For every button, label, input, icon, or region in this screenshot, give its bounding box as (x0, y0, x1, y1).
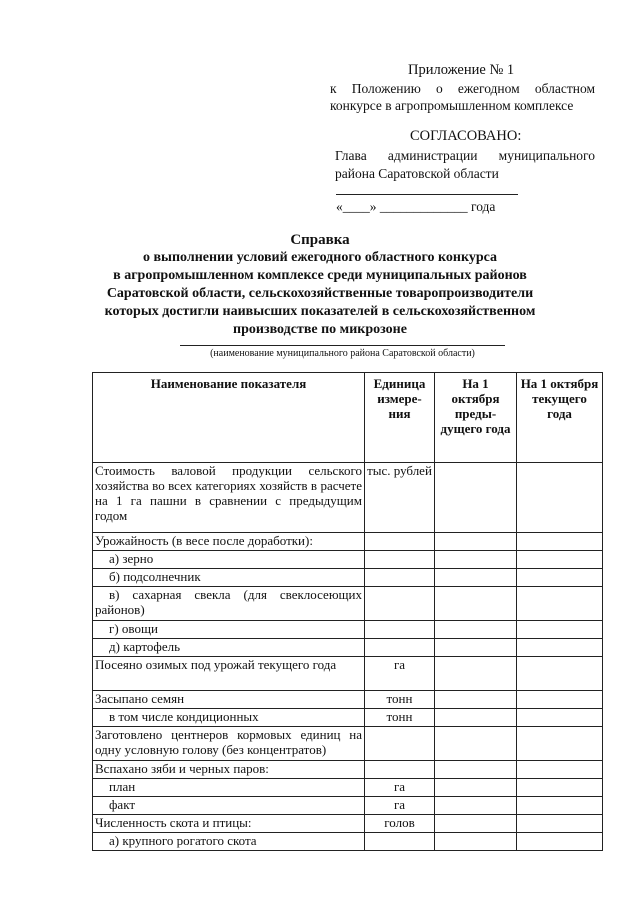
header-unit: Единица измере- ния (365, 373, 435, 463)
certificate-subtitle-line-4: которых достигли наивысших показателей в сельскохозяйственном (104, 304, 536, 319)
indicator-cell: а) крупного рогатого скота (93, 833, 365, 851)
unit-cell (365, 621, 435, 639)
current-value-cell[interactable] (517, 463, 603, 533)
indicator-cell: в) сахарная свекла (для свеклосеющих районов) (93, 587, 365, 621)
table-row (93, 587, 603, 621)
district-caption: (наименование муниципального района Саратовской области) (210, 348, 475, 359)
current-value-cell[interactable] (517, 727, 603, 761)
prev-value-cell[interactable] (435, 533, 517, 551)
indicator-cell: а) зерно (93, 551, 365, 569)
unit-cell (365, 551, 435, 569)
table-row (93, 797, 603, 815)
table-row (93, 551, 603, 569)
table-row (93, 833, 603, 851)
current-value-cell[interactable] (517, 621, 603, 639)
signature-line (336, 194, 518, 195)
indicator-cell: в том числе кондиционных (93, 709, 365, 727)
prev-value-cell[interactable] (435, 815, 517, 833)
unit-cell: тонн (365, 709, 435, 727)
table-row (93, 727, 603, 761)
unit-cell (365, 533, 435, 551)
unit-cell (365, 727, 435, 761)
district-name-line (180, 345, 505, 346)
date-line: «____» _____________ года (336, 199, 496, 214)
indicator-cell: Засыпано семян (93, 691, 365, 709)
agreed-label: СОГЛАСОВАНО: (410, 128, 522, 144)
prev-value-cell[interactable] (435, 779, 517, 797)
prev-value-cell[interactable] (435, 463, 517, 533)
certificate-title: Справка (290, 232, 350, 248)
current-value-cell[interactable] (517, 657, 603, 691)
current-value-cell[interactable] (517, 833, 603, 851)
table-row (93, 691, 603, 709)
table-row (93, 569, 603, 587)
unit-cell (365, 639, 435, 657)
prev-value-cell[interactable] (435, 709, 517, 727)
indicator-cell: б) подсолнечник (93, 569, 365, 587)
header-current-year: На 1 октября текущего года (517, 373, 603, 463)
prev-value-cell[interactable] (435, 761, 517, 779)
prev-value-cell[interactable] (435, 621, 517, 639)
head-title-line-2: района Саратовской области (335, 166, 499, 181)
unit-cell: тонн (365, 691, 435, 709)
table-row (93, 657, 603, 691)
indicator-cell: Урожайность (в весе после доработки): (93, 533, 365, 551)
current-value-cell[interactable] (517, 797, 603, 815)
header-prev-year: На 1 октября преды- дущего года (435, 373, 517, 463)
annex-line-2: конкурсе в агропромышленном комплексе (330, 98, 574, 113)
unit-cell: голов (365, 815, 435, 833)
prev-value-cell[interactable] (435, 551, 517, 569)
table-row (93, 761, 603, 779)
current-value-cell[interactable] (517, 587, 603, 621)
unit-cell (365, 569, 435, 587)
current-value-cell[interactable] (517, 815, 603, 833)
indicator-cell: д) картофель (93, 639, 365, 657)
prev-value-cell[interactable] (435, 639, 517, 657)
unit-cell (365, 761, 435, 779)
current-value-cell[interactable] (517, 691, 603, 709)
prev-value-cell[interactable] (435, 691, 517, 709)
prev-value-cell[interactable] (435, 727, 517, 761)
certificate-subtitle-line-5: производстве по микрозоне (233, 322, 407, 337)
header-indicator: Наименование показателя (93, 373, 365, 463)
unit-cell: га (365, 779, 435, 797)
current-value-cell[interactable] (517, 779, 603, 797)
unit-cell: га (365, 797, 435, 815)
indicator-cell: Заготовлено центнеров кормовых единиц на одну условную голову (без концентратов) (93, 727, 365, 761)
prev-value-cell[interactable] (435, 587, 517, 621)
unit-cell (365, 833, 435, 851)
indicator-cell: Вспахано зяби и черных паров: (93, 761, 365, 779)
head-title-line-1: Глава администрации муниципального (335, 148, 595, 163)
current-value-cell[interactable] (517, 761, 603, 779)
table-row (93, 779, 603, 797)
prev-value-cell[interactable] (435, 797, 517, 815)
unit-cell (365, 587, 435, 621)
table-row (93, 709, 603, 727)
current-value-cell[interactable] (517, 639, 603, 657)
table-row (93, 815, 603, 833)
current-value-cell[interactable] (517, 709, 603, 727)
indicator-cell: Численность скота и птицы: (93, 815, 365, 833)
indicator-cell: план (93, 779, 365, 797)
unit-cell: тыс. рублей (365, 463, 435, 533)
indicator-cell: Стоимость валовой продукции сельского хозяйства во всех категориях хозяйств в расчете на 1 га пашни в сравнении с предыдущим годом (93, 463, 365, 533)
unit-cell: га (365, 657, 435, 691)
current-value-cell[interactable] (517, 569, 603, 587)
table-header-row (93, 373, 603, 463)
indicator-cell: Посеяно озимых под урожай текущего года (93, 657, 365, 691)
current-value-cell[interactable] (517, 551, 603, 569)
certificate-subtitle-line-1: о выполнении условий ежегодного областного конкурса (142, 250, 497, 265)
table-row (93, 621, 603, 639)
certificate-subtitle-line-2: в агропромышленном комплексе среди муниципальных районов (113, 268, 527, 283)
table-row (93, 639, 603, 657)
current-value-cell[interactable] (517, 533, 603, 551)
indicator-cell: факт (93, 797, 365, 815)
table-row (93, 463, 603, 533)
indicator-cell: г) овощи (93, 621, 365, 639)
annex-line-1: к Положению о ежегодном областном (330, 81, 595, 96)
indicators-table (92, 372, 603, 851)
annex-title: Приложение № 1 (408, 62, 515, 78)
prev-value-cell[interactable] (435, 657, 517, 691)
table-row (93, 533, 603, 551)
certificate-subtitle-line-3: Саратовской области, сельскохозяйственные товаропроизводители (106, 286, 534, 301)
prev-value-cell[interactable] (435, 833, 517, 851)
prev-value-cell[interactable] (435, 569, 517, 587)
